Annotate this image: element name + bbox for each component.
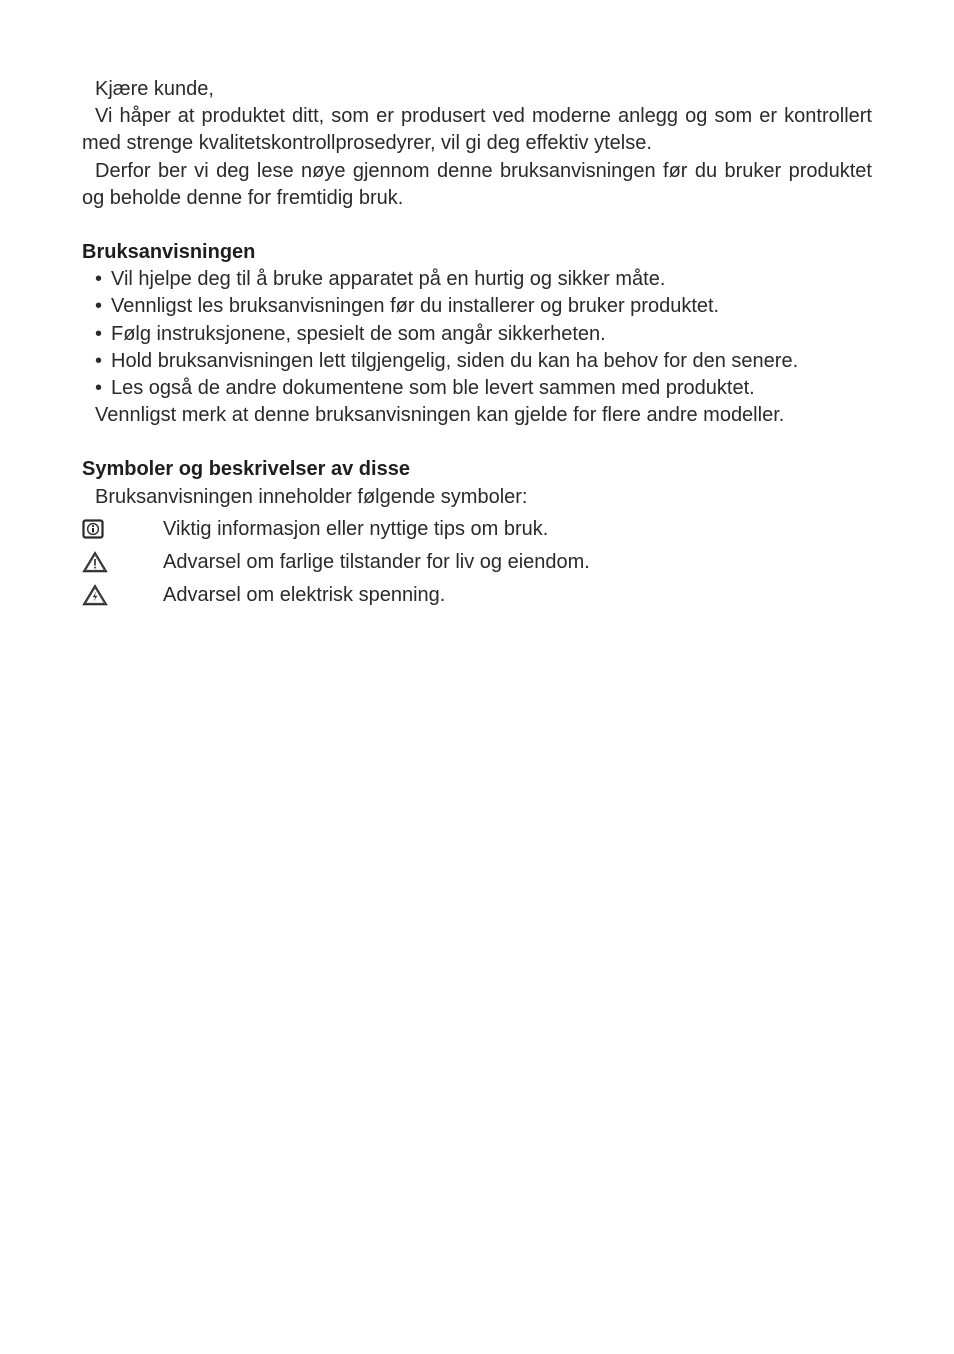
list-item xyxy=(95,266,872,293)
bullet-icon: • xyxy=(95,322,103,345)
warning-triangle-icon xyxy=(82,551,163,573)
document-page xyxy=(82,76,872,612)
symbols-section-heading: Symboler og beskrivelser av disse xyxy=(82,458,410,481)
section-gap xyxy=(82,429,872,456)
greeting: Kjære kunde, xyxy=(95,78,214,100)
list-item xyxy=(95,375,872,402)
bullet-text: Vennligst les bruksanvisningen før du installerer og bruker produktet. xyxy=(111,295,720,318)
electric-warning-icon xyxy=(82,584,163,606)
symbol-row-electric xyxy=(82,579,872,612)
bullet-icon: • xyxy=(95,377,103,400)
bullet-icon: • xyxy=(95,295,103,318)
symbols-intro: Bruksanvisningen inneholder følgende symboler: xyxy=(95,485,528,508)
list-item xyxy=(95,321,872,348)
bullet-icon: • xyxy=(95,268,103,291)
bullet-text: Følg instruksjonene, spesielt de som angår sikkerheten. xyxy=(111,322,606,345)
symbol-row-warning xyxy=(82,546,872,579)
symbol-description: Viktig informasjon eller nyttige tips om bruk. xyxy=(163,517,549,540)
bullet-icon: • xyxy=(95,349,103,372)
manual-bullet-list xyxy=(82,266,872,402)
bullet-text: Les også de andre dokumentene som ble levert sammen med produktet. xyxy=(111,377,755,400)
intro-paragraph-1: Vi håper at produktet ditt, som er produsert ved moderne anlegg og som er kontrollert med strenge kvalitetskontrollprosedyrer, vil gi deg effektiv ytelse. xyxy=(82,105,872,155)
bullet-text: Hold bruksanvisningen lett tilgjengelig, siden du kan ha behov for den senere. xyxy=(111,349,799,372)
section-gap xyxy=(82,212,872,239)
info-icon xyxy=(82,519,163,539)
manual-section-heading: Bruksanvisningen xyxy=(82,241,256,264)
manual-note: Vennligst merk at denne bruksanvisningen kan gjelde for flere andre modeller. xyxy=(95,404,785,427)
bullet-text: Vil hjelpe deg til å bruke apparatet på en hurtig og sikker måte. xyxy=(111,268,666,291)
list-item xyxy=(95,293,872,320)
symbol-row-info xyxy=(82,513,872,546)
symbol-description: Advarsel om elektrisk spenning. xyxy=(163,583,446,606)
intro-paragraph-2: Derfor ber vi deg lese nøye gjennom denne bruksanvisningen før du bruker produktet og beholde denne for fremtidig bruk. xyxy=(82,159,872,209)
symbol-description: Advarsel om farlige tilstander for liv og eiendom. xyxy=(163,550,590,573)
list-item xyxy=(95,348,872,375)
